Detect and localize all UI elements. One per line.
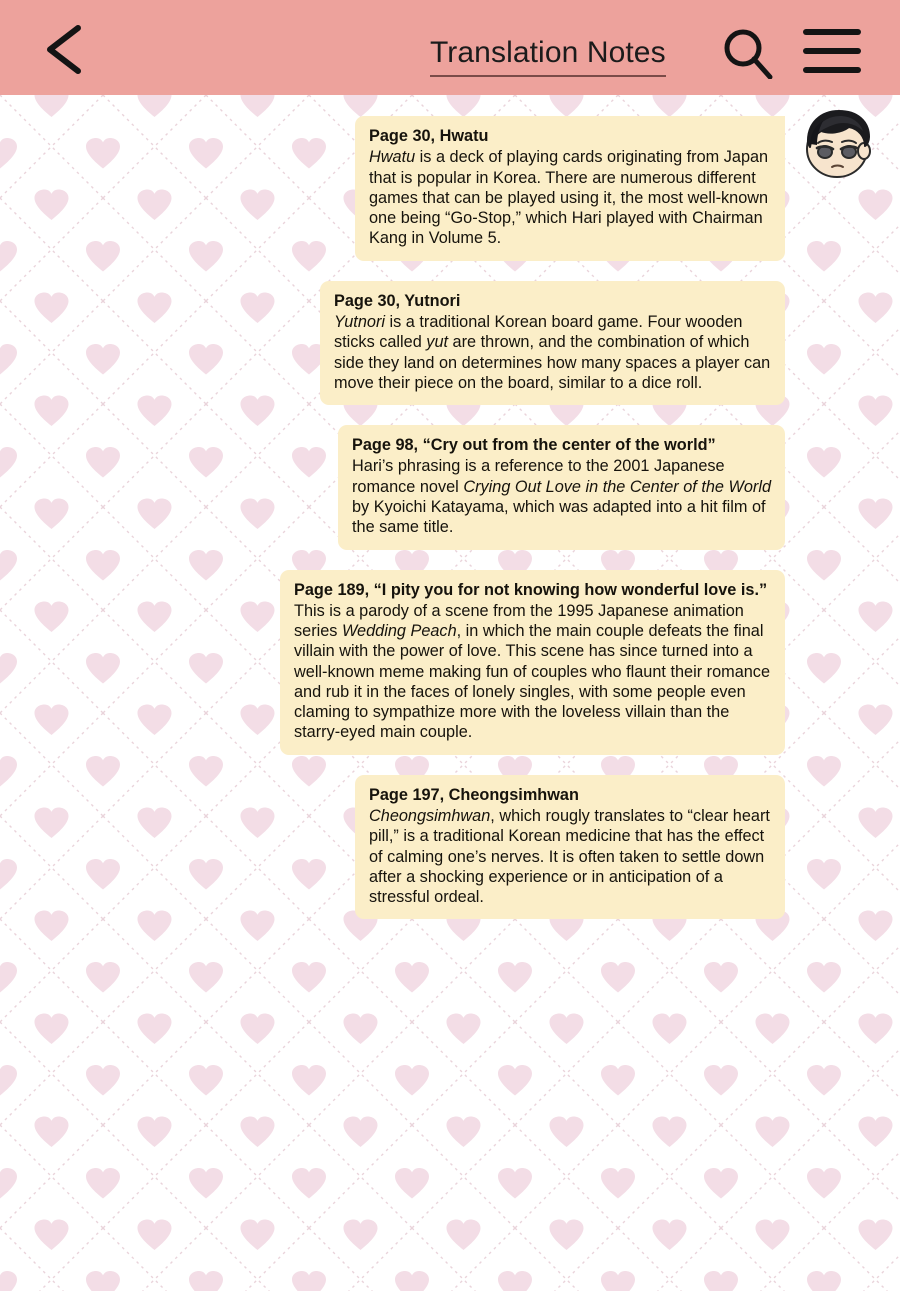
search-button[interactable] [722, 27, 774, 79]
search-icon [722, 27, 774, 79]
note-body: This is a parody of a scene from the 1995 Japanese animation series Wedding Peach, in which the main couple defeats the final villain with the power of love. This scene has since turned into a well-known meme making fun of couples who flaunt their romance and rub it in the faces of lonely singles, with some people even claming to sympathize more with the loveless villain than the starry-eyed main couple. [294, 601, 771, 742]
translation-note-card[interactable] [355, 775, 785, 920]
page-title: Translation Notes [430, 36, 666, 77]
note-body: Yutnori is a traditional Korean board game. Four wooden sticks called yut are thrown, and the combination of which side they land on determines how many spaces a player can move their piece on the board, similar to a dice roll. [334, 312, 771, 392]
note-title: Page 197, Cheongsimhwan [369, 785, 579, 804]
note-title: Page 98, “Cry out from the center of the world” [352, 436, 716, 455]
hamburger-bar-middle [803, 48, 861, 54]
translation-note-card[interactable] [320, 281, 785, 405]
translation-note-card[interactable] [338, 425, 785, 549]
hamburger-menu-icon [803, 29, 861, 35]
note-row [0, 425, 900, 549]
hamburger-menu-button[interactable] [803, 29, 861, 75]
back-button[interactable] [36, 22, 96, 77]
app-header [0, 0, 900, 95]
note-body: Hwatu is a deck of playing cards originating from Japan that is popular in Korea. There are numerous different games that can be played using it, the most well-known one being “Go-Stop,” which Hari played with Chairman Kang in Volume 5. [369, 148, 769, 248]
note-row [0, 116, 900, 261]
note-title: Page 30, Yutnori [334, 291, 461, 310]
translation-notes-list [0, 95, 900, 939]
note-row [0, 281, 900, 405]
note-row [0, 775, 900, 920]
chevron-left-icon [36, 22, 96, 77]
note-row [0, 570, 900, 755]
note-body: Hari’s phrasing is a reference to the 2001 Japanese romance novel Crying Out Love in the Center of the World by Kyoichi Katayama, which was adapted into a hit film of the same title. [352, 457, 772, 537]
translation-note-card[interactable] [355, 116, 785, 261]
note-title: Page 30, Hwatu [369, 127, 489, 145]
note-title: Page 189, “I pity you for not knowing how wonderful love is.” [294, 580, 768, 599]
hamburger-bar-bottom [803, 67, 861, 73]
translation-note-card[interactable] [280, 570, 785, 755]
note-body: Cheongsimhwan, which rougly translates to “clear heart pill,” is a traditional Korean medicine that has the effect of calming one’s nerves. It is often taken to settle down after a shocking experience or in anticipation of a stressful ordeal. [369, 807, 770, 907]
avatar [799, 107, 877, 181]
